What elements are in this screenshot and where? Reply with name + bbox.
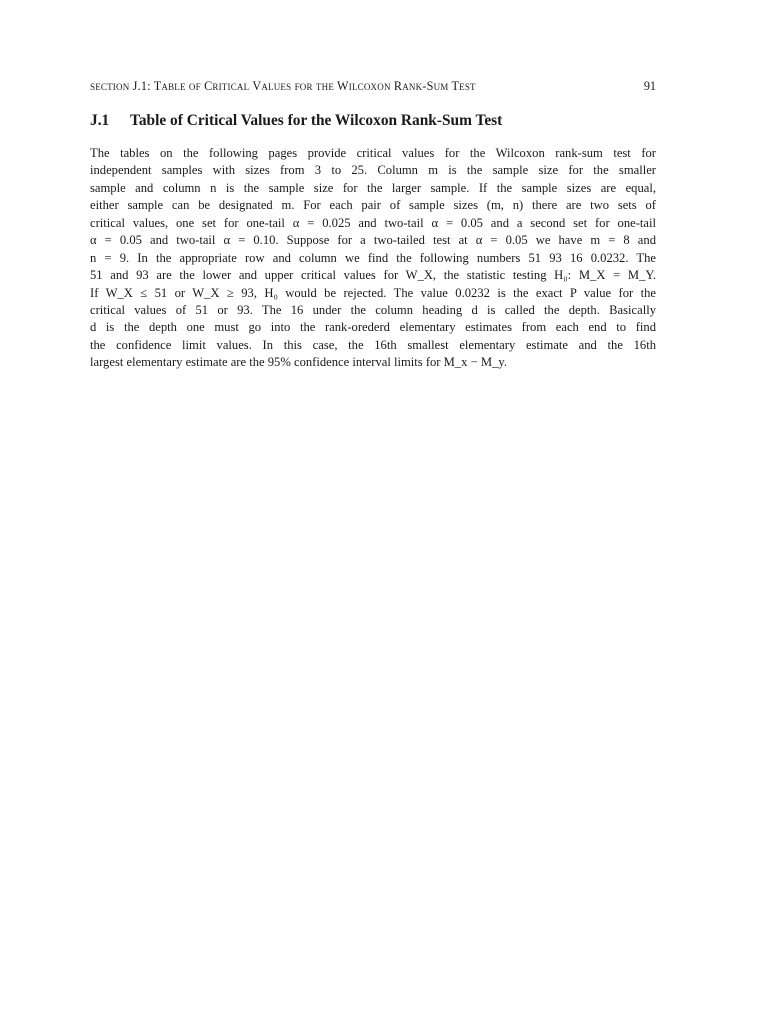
paragraph-line: If W_X ≤ 51 or W_X ≥ 93, H₀ would be rejected. The value 0.0232 is the exact P value for the — [90, 285, 656, 300]
paragraph-line: α = 0.05 and two-tail α = 0.10. Suppose for a two-tailed test at α = 0.05 we have m = 8 and — [90, 233, 656, 248]
paragraph-line: The tables on the following pages provide critical values for the Wilcoxon rank-sum test for — [90, 146, 656, 160]
paragraph-line: critical values of 51 or 93. The 16 under the column heading d is called the depth. Basically — [90, 302, 656, 317]
paragraph-line: critical values, one set for one-tail α = 0.025 and two-tail α = 0.05 and a second set for one-tail — [90, 215, 656, 230]
section-heading — [90, 111, 656, 131]
paragraph-line: the confidence limit values. In this case, the 16th smallest elementary estimate and the 16th — [90, 337, 656, 352]
paragraph-line: independent samples with sizes from 3 to 25. Column m is the sample size for the smaller — [90, 163, 656, 178]
running-head-section-label: section J.1: Table of Critical Values for the Wilcoxon Rank-Sum Test — [90, 79, 476, 93]
section-number: J.1 — [90, 112, 110, 129]
paragraph-line: either sample can be designated m. For each pair of sample sizes (m, n) there are two sets of — [90, 198, 656, 213]
section-title: Table of Critical Values for the Wilcoxon Rank-Sum Test — [130, 112, 503, 129]
paragraph-line: largest elementary estimate are the 95% confidence interval limits for M_x − M_y. — [90, 355, 507, 370]
paragraph-line: n = 9. In the appropriate row and column we find the following numbers 51 93 16 0.0232. The — [90, 250, 656, 265]
running-head — [90, 78, 656, 98]
paragraph-line: 51 and 93 are the lower and upper critical values for W_X, the statistic testing H₀: M_X = M_Y. — [90, 268, 656, 283]
paragraph-line: sample and column n is the sample size for the larger sample. If the sample sizes are equal, — [90, 180, 656, 195]
paragraph-line: d is the depth one must go into the rank-orederd elementary estimates from each end to find — [90, 320, 656, 335]
document-page — [90, 78, 656, 372]
page-number: 91 — [643, 79, 656, 93]
body-paragraph — [90, 145, 656, 372]
